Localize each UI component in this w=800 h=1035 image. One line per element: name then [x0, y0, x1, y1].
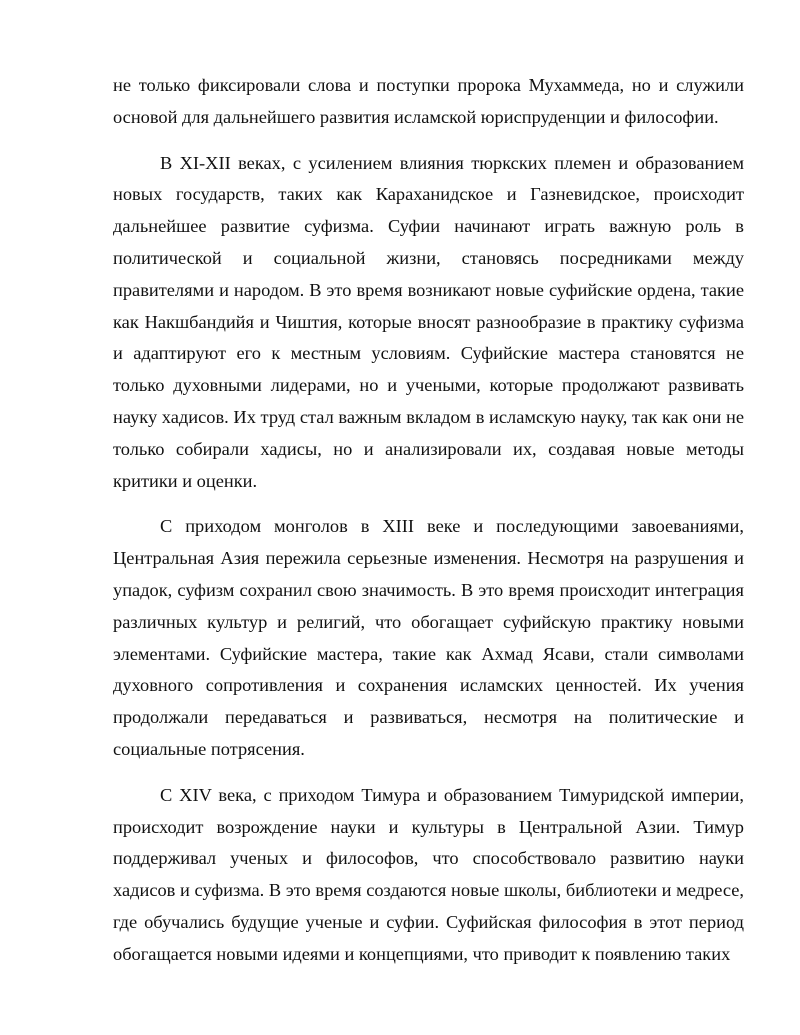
- paragraph-4: С XIV века, с приходом Тимура и образованием Тимуридской империи, происходит возрождение науки и культуры в Центральной Азии. Тимур поддерживал ученых и философов, что способствовало развитию науки хадисов и суфизма. В это время создаются новые школы, библиотеки и медресе, где обучались будущие ученые и суфии. Суфийская философия в этот период обогащается новыми идеями и концепциями, что приводит к появлению таких: [113, 784, 744, 964]
- paragraph-3: С приходом монголов в XIII веке и последующими завоеваниями, Центральная Азия пережила серьезные изменения. Несмотря на разрушения и упадок, суфизм сохранил свою значимость. В это время происходит интеграция различных культур и религий, что обогащает суфийскую практику новыми элементами. Суфийские мастера, такие как Ахмад Ясави, стали символами духовного сопротивления и сохранения исламских ценностей. Их учения продолжали передаваться и развиваться, несмотря на политические и социальные потрясения.: [113, 516, 744, 759]
- paragraph-2: В XI-XII веках, с усилением влияния тюркских племен и образованием новых государств, таких как Караханидское и Газневидское, происходит дальнейшее развитие суфизма. Суфии начинают играть важную роль в политической и социальной жизни, становясь посредниками между правителями и народом. В это время возникают новые суфийские ордена, такие как Накшбандийя и Чиштия, которые вносят разнообразие в практику суфизма и адаптируют его к местным условиям. Суфийские мастера становятся не только духовными лидерами, но и учеными, которые продолжают развивать науку хадисов. Их труд стал важным вкладом в исламскую науку, так как они не только собирали хадисы, но и анализировали их, создавая новые методы критики и оценки.: [113, 152, 744, 491]
- document-page: [113, 70, 744, 971]
- paragraph-1: не только фиксировали слова и поступки пророка Мухаммеда, но и служили основой для дальнейшего развития исламской юриспруденции и философии.: [113, 75, 744, 127]
